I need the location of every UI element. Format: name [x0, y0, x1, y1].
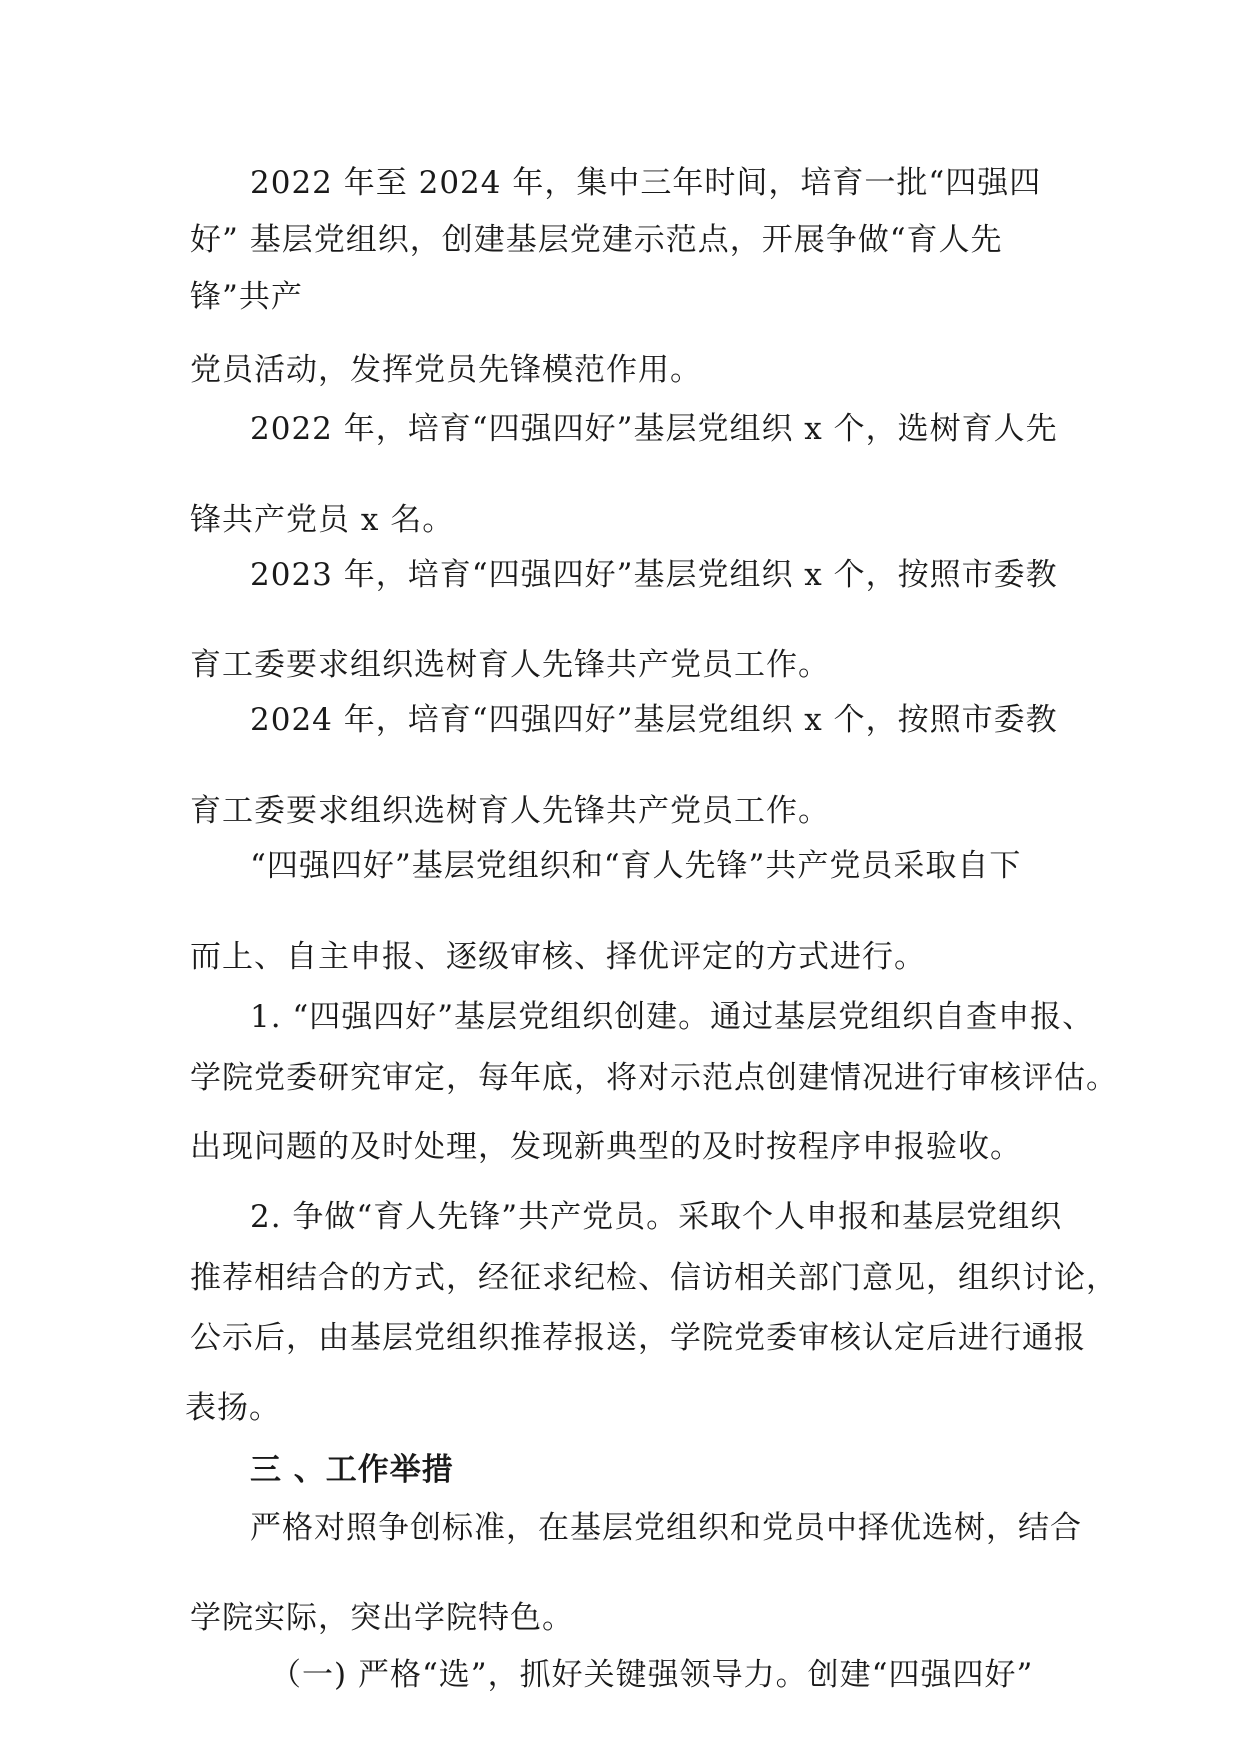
text-line: （一) 严格“选”，抓好关键强领导力。创建“四强四好” [270, 1657, 1034, 1693]
text-line: 推荐相结合的方式，经征求纪检、信访相关部门意见，组织讨论， [190, 1260, 1118, 1296]
text-line: 表扬。 [185, 1390, 281, 1426]
text-line: 2022 年，培育“四强四好”基层党组织 x 个，选树育人先 [250, 411, 1058, 447]
text-line: 严格对照争创标准，在基层党组织和党员中择优选树，结合 [250, 1510, 1082, 1546]
text-line: 出现问题的及时处理，发现新典型的及时按程序申报验收。 [190, 1129, 1022, 1165]
text-line: 2023 年，培育“四强四好”基层党组织 x 个，按照市委教 [250, 557, 1058, 593]
text-line: 好” 基层党组织，创建基层党建示范点，开展争做“育人先 [190, 222, 1003, 258]
section-heading: 三 、工作举措 [250, 1452, 454, 1488]
text-line: 学院实际，突出学院特色。 [190, 1600, 574, 1636]
text-line: 2022 年至 2024 年，集中三年时间，培育一批“四强四 [250, 165, 1042, 201]
text-line: 公示后，由基层党组织推荐报送，学院党委审核认定后进行通报 [190, 1320, 1086, 1356]
text-line: 2024 年，培育“四强四好”基层党组织 x 个，按照市委教 [250, 702, 1058, 738]
text-line: 1. “四强四好”基层党组织创建。通过基层党组织自查申报、 [250, 999, 1095, 1035]
text-line: “四强四好”基层党组织和“育人先锋”共产党员采取自下 [250, 848, 1022, 884]
text-line: 育工委要求组织选树育人先锋共产党员工作。 [190, 793, 830, 829]
text-line: 锋”共产 [190, 279, 303, 315]
text-line: 育工委要求组织选树育人先锋共产党员工作。 [190, 647, 830, 683]
text-line: 2. 争做“育人先锋”共产党员。采取个人申报和基层党组织 [250, 1199, 1063, 1235]
text-line: 学院党委研究审定，每年底，将对示范点创建情况进行审核评估。 [190, 1060, 1118, 1096]
text-line: 而上、自主申报、逐级审核、择优评定的方式进行。 [190, 939, 926, 975]
text-line: 锋共产党员 x 名。 [190, 502, 455, 538]
text-line: 党员活动，发挥党员先锋模范作用。 [190, 352, 702, 388]
